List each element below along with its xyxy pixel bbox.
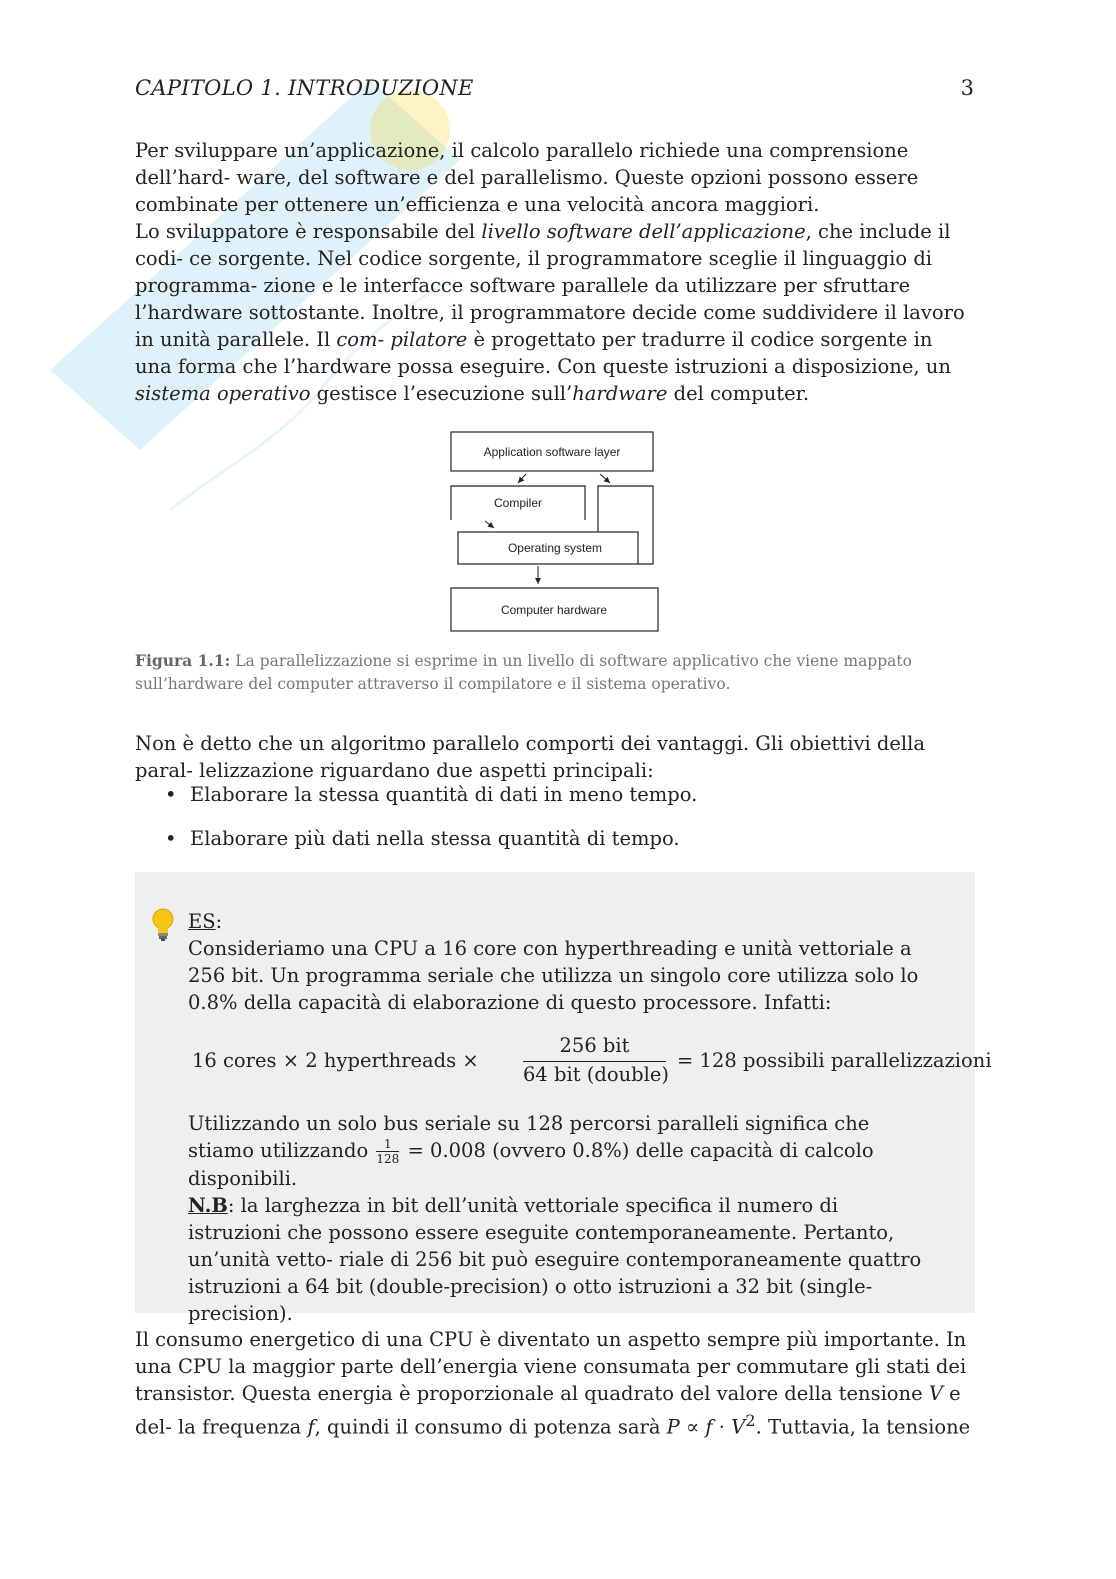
emphasis-compiler: com- pilatore xyxy=(336,328,468,351)
paragraph-power xyxy=(135,1326,975,1441)
power-formula: P ∝ f · V xyxy=(666,1415,746,1439)
text-run: e del- la frequenza xyxy=(135,1382,961,1439)
parallelization-equation xyxy=(192,1032,992,1092)
power-exponent: 2 xyxy=(745,1411,756,1430)
page-number: 3 xyxy=(960,76,974,100)
hardware-label: Computer hardware xyxy=(500,603,608,617)
example-intro: Consideriamo una CPU a 16 core con hyperthreading e unità vettoriale a 256 bit. Un programma seriale che utilizza un singolo core utilizza solo lo 0.8% della capacità di elaborazione di questo processore. Infatti: xyxy=(188,937,919,1014)
caption-text: La parallelizzazione si esprime in un livello di software applicativo che viene mappato sull’hardware del computer attraverso il compilatore e il sistema operativo. xyxy=(135,652,912,693)
fraction-bar xyxy=(523,1061,666,1062)
paragraph-goals: Non è detto che un algoritmo parallelo comporti dei vantaggi. Gli obiettivi della paral- lelizzazione riguardano due aspetti principali: xyxy=(135,732,926,782)
text-run: Lo sviluppatore è responsabile del xyxy=(135,220,482,243)
lightbulb-icon xyxy=(150,908,176,942)
nb-label: N.B xyxy=(188,1194,228,1217)
equation-left: 16 cores × 2 hyperthreads × xyxy=(192,1049,479,1072)
equation-right: = 128 possibili parallelizzazioni xyxy=(677,1049,992,1072)
page-header xyxy=(135,76,974,106)
inline-fraction-numerator: 1 xyxy=(384,1137,392,1151)
text-run: , che include il codi- ce sorgente. Nel codice sorgente, il programmatore sceglie il linguaggio di programma- zione e le interfacce software parallele da utilizzare per sfruttare l’hardware sottostante. Inoltre, il programmatore decide come suddividere il lavoro in unità parallele. Il xyxy=(135,220,965,351)
arrow-app-to-os xyxy=(600,474,610,483)
fraction-numerator: 256 bit xyxy=(559,1034,630,1057)
inline-fraction-denominator: 128 xyxy=(376,1152,400,1166)
example-label-colon: : xyxy=(215,910,223,933)
example-label: ES xyxy=(188,910,216,933)
paragraph-intro: Per sviluppare un’applicazione, il calcolo parallelo richiede una comprensione dell’hard- ware, del software e del parallelismo. Queste opzioni possono essere combinate per ottenere un’efficienza e una velocità ancora maggiori. xyxy=(135,139,919,216)
text-run: è progettato per tradurre il codice sorgente in una forma che l’hardware possa eseguire. Con queste istruzioni a disposizione, un xyxy=(135,328,951,378)
example-text xyxy=(188,908,923,1016)
emphasis-app-layer: livello software dell’applicazione xyxy=(481,220,806,243)
chapter-title: CAPITOLO 1. INTRODUZIONE xyxy=(135,76,474,100)
math-f: f xyxy=(307,1415,315,1439)
text-run: , quindi il consumo di potenza sarà xyxy=(314,1415,667,1439)
arrow-app-to-compiler xyxy=(518,474,526,483)
arrow-compiler-to-os xyxy=(485,521,494,528)
text-run: gestisce l’esecuzione sull’ xyxy=(310,382,573,405)
emphasis-hardware: hardware xyxy=(572,382,668,405)
text-run: del computer. xyxy=(667,382,810,405)
inline-fraction xyxy=(376,1138,399,1165)
bullet-marker: • xyxy=(165,827,177,850)
emphasis-os: sistema operativo xyxy=(135,382,311,405)
text-run: = 0.008 (ovvero 0.8%) delle capacità di calcolo disponibili. xyxy=(188,1139,874,1190)
fraction-denominator: 64 bit (double) xyxy=(523,1063,670,1086)
parallel-layers-diagram xyxy=(448,428,664,638)
caption-label: Figura 1.1: xyxy=(135,651,231,670)
example-explanation xyxy=(188,1110,928,1327)
paragraph-developer xyxy=(135,218,975,407)
app-layer-label: Application software layer xyxy=(483,445,621,459)
text-run: . Tuttavia, la tensione xyxy=(755,1415,971,1439)
list-item-text: Elaborare più dati nella stessa quantità di tempo. xyxy=(190,827,680,850)
nb-text: : la larghezza in bit dell’unità vettoriale specifica il numero di istruzioni che possono essere eseguite contemporaneamente. Pertanto, un’unità vetto- riale di 256 bit può eseguire contemporaneamente quattro istruzioni a 64 bit (double-precision) o otto istruzioni a 32 bit (single-precision). xyxy=(188,1194,922,1325)
figure-caption xyxy=(135,650,975,695)
os-label: Operating system xyxy=(507,541,603,555)
list-item-text: Elaborare la stessa quantità di dati in meno tempo. xyxy=(190,783,698,806)
example-note-box xyxy=(135,872,992,1325)
compiler-label: Compiler xyxy=(493,496,543,510)
equation-fraction xyxy=(523,1032,670,1092)
bullet-marker: • xyxy=(165,783,177,806)
text-run: Il consumo energetico di una CPU è diventato un aspetto sempre più importante. In una CPU la maggior parte dell’energia viene consumata per commutare gli stati dei transistor. Questa energia è proporzionale al quadrato del valore della tensione xyxy=(135,1328,967,1405)
math-v: V xyxy=(928,1382,943,1405)
text-run: Utilizzando un solo bus seriale su 128 percorsi paralleli significa che stiamo utilizzando xyxy=(188,1112,870,1162)
